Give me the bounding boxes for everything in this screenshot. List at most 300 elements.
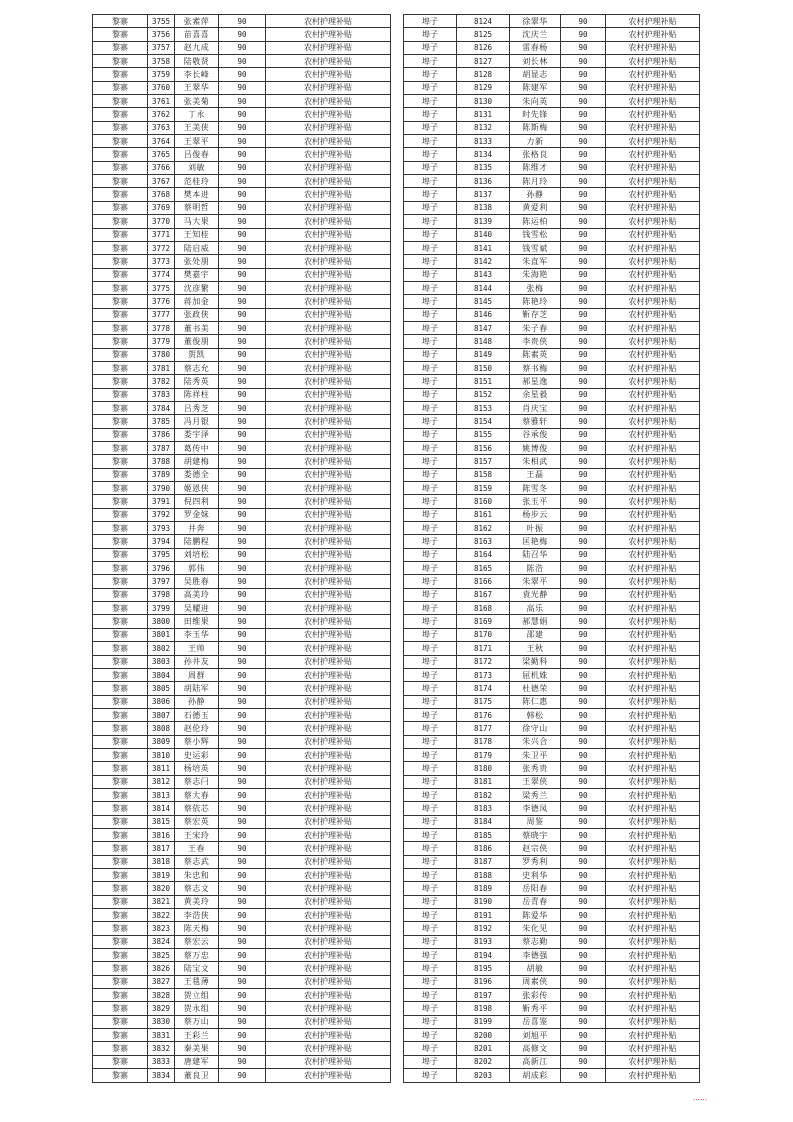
serial-number-cell: 3793 xyxy=(148,522,175,535)
amount-cell: 90 xyxy=(561,628,606,641)
serial-number-cell: 8174 xyxy=(457,682,510,695)
amount-cell: 90 xyxy=(561,201,606,214)
village-cell: 埠子 xyxy=(404,95,457,108)
village-cell: 埠子 xyxy=(404,308,457,321)
name-cell: 陈建军 xyxy=(510,81,561,94)
table-row xyxy=(404,842,700,855)
amount-cell: 90 xyxy=(561,108,606,121)
village-cell: 埠子 xyxy=(404,228,457,241)
amount-cell: 90 xyxy=(219,815,266,828)
table-row xyxy=(404,922,700,935)
table-row xyxy=(93,628,391,641)
amount-cell: 90 xyxy=(561,535,606,548)
amount-cell: 90 xyxy=(561,508,606,521)
village-cell: 埠子 xyxy=(404,41,457,54)
table-row xyxy=(93,1069,391,1082)
serial-number-cell: 8194 xyxy=(457,949,510,962)
table-row xyxy=(404,361,700,374)
village-cell: 黎寨 xyxy=(93,668,148,681)
name-cell: 蔡志武 xyxy=(175,855,219,868)
subsidy-type-cell: 农村护理补贴 xyxy=(606,482,700,495)
left-table-body xyxy=(93,15,391,1083)
amount-cell: 90 xyxy=(219,308,266,321)
subsidy-type-cell: 农村护理补贴 xyxy=(606,802,700,815)
serial-number-cell: 3758 xyxy=(148,55,175,68)
subsidy-type-cell: 农村护理补贴 xyxy=(606,415,700,428)
table-row xyxy=(93,882,391,895)
amount-cell: 90 xyxy=(219,148,266,161)
subsidy-type-cell: 农村护理补贴 xyxy=(266,175,391,188)
amount-cell: 90 xyxy=(219,842,266,855)
amount-cell: 90 xyxy=(219,215,266,228)
name-cell: 丁永 xyxy=(175,108,219,121)
name-cell: 唐建军 xyxy=(175,1055,219,1068)
table-row xyxy=(93,922,391,935)
amount-cell: 90 xyxy=(219,788,266,801)
table-row xyxy=(93,1015,391,1028)
serial-number-cell: 8143 xyxy=(457,268,510,281)
subsidy-type-cell: 农村护理补贴 xyxy=(606,935,700,948)
serial-number-cell: 8185 xyxy=(457,828,510,841)
table-row xyxy=(93,348,391,361)
subsidy-type-cell: 农村护理补贴 xyxy=(266,121,391,134)
village-cell: 埠子 xyxy=(404,201,457,214)
table-row xyxy=(404,909,700,922)
table-row xyxy=(93,895,391,908)
name-cell: 沈庆兰 xyxy=(510,28,561,41)
subsidy-type-cell: 农村护理补贴 xyxy=(606,1055,700,1068)
serial-number-cell: 3763 xyxy=(148,121,175,134)
name-cell: 田维果 xyxy=(175,615,219,628)
table-row xyxy=(93,28,391,41)
amount-cell: 90 xyxy=(561,361,606,374)
table-row xyxy=(93,909,391,922)
subsidy-type-cell: 农村护理补贴 xyxy=(266,788,391,801)
table-row xyxy=(404,548,700,561)
watermark: …… xyxy=(693,1094,707,1102)
village-cell: 埠子 xyxy=(404,655,457,668)
serial-number-cell: 3809 xyxy=(148,735,175,748)
amount-cell: 90 xyxy=(561,68,606,81)
amount-cell: 90 xyxy=(219,121,266,134)
village-cell: 埠子 xyxy=(404,215,457,228)
serial-number-cell: 8141 xyxy=(457,241,510,254)
serial-number-cell: 8198 xyxy=(457,1002,510,1015)
amount-cell: 90 xyxy=(219,41,266,54)
amount-cell: 90 xyxy=(219,188,266,201)
village-cell: 埠子 xyxy=(404,401,457,414)
village-cell: 黎寨 xyxy=(93,855,148,868)
amount-cell: 90 xyxy=(561,788,606,801)
subsidy-type-cell: 农村护理补贴 xyxy=(606,602,700,615)
subsidy-type-cell: 农村护理补贴 xyxy=(266,268,391,281)
serial-number-cell: 3812 xyxy=(148,775,175,788)
serial-number-cell: 8196 xyxy=(457,975,510,988)
village-cell: 埠子 xyxy=(404,708,457,721)
subsidy-type-cell: 农村护理补贴 xyxy=(266,588,391,601)
serial-number-cell: 8171 xyxy=(457,642,510,655)
village-cell: 黎寨 xyxy=(93,722,148,735)
amount-cell: 90 xyxy=(219,708,266,721)
amount-cell: 90 xyxy=(561,562,606,575)
table-row xyxy=(93,321,391,334)
name-cell: 范桂玲 xyxy=(175,175,219,188)
name-cell: 朱卫平 xyxy=(510,748,561,761)
village-cell: 黎寨 xyxy=(93,295,148,308)
table-row xyxy=(404,949,700,962)
amount-cell: 90 xyxy=(219,909,266,922)
name-cell: 蔡宏英 xyxy=(175,815,219,828)
amount-cell: 90 xyxy=(219,348,266,361)
table-row xyxy=(93,68,391,81)
serial-number-cell: 8189 xyxy=(457,882,510,895)
subsidy-type-cell: 农村护理补贴 xyxy=(266,295,391,308)
serial-number-cell: 3826 xyxy=(148,962,175,975)
amount-cell: 90 xyxy=(219,335,266,348)
amount-cell: 90 xyxy=(219,735,266,748)
name-cell: 岳阳春 xyxy=(510,882,561,895)
amount-cell: 90 xyxy=(561,909,606,922)
name-cell: 董良卫 xyxy=(175,1069,219,1082)
subsidy-type-cell: 农村护理补贴 xyxy=(266,321,391,334)
name-cell: 蔡志闩 xyxy=(175,775,219,788)
serial-number-cell: 3796 xyxy=(148,562,175,575)
amount-cell: 90 xyxy=(561,41,606,54)
subsidy-type-cell: 农村护理补贴 xyxy=(606,161,700,174)
serial-number-cell: 3820 xyxy=(148,882,175,895)
table-row xyxy=(404,642,700,655)
name-cell: 王毯薄 xyxy=(175,975,219,988)
table-row xyxy=(93,602,391,615)
subsidy-type-cell: 农村护理补贴 xyxy=(266,655,391,668)
name-cell: 靳存芝 xyxy=(510,308,561,321)
name-cell: 罗秀利 xyxy=(510,855,561,868)
table-row xyxy=(404,415,700,428)
name-cell: 陆鹏程 xyxy=(175,535,219,548)
table-row xyxy=(93,468,391,481)
serial-number-cell: 8150 xyxy=(457,361,510,374)
name-cell: 李玉华 xyxy=(175,628,219,641)
name-cell: 刘长林 xyxy=(510,55,561,68)
village-cell: 黎寨 xyxy=(93,81,148,94)
village-cell: 埠子 xyxy=(404,361,457,374)
subsidy-type-cell: 农村护理补贴 xyxy=(606,401,700,414)
name-cell: 姚博俊 xyxy=(510,442,561,455)
village-cell: 黎寨 xyxy=(93,642,148,655)
village-cell: 黎寨 xyxy=(93,161,148,174)
serial-number-cell: 3819 xyxy=(148,869,175,882)
serial-number-cell: 8158 xyxy=(457,468,510,481)
subsidy-type-cell: 农村护理补贴 xyxy=(606,642,700,655)
village-cell: 黎寨 xyxy=(93,148,148,161)
name-cell: 陆宝文 xyxy=(175,962,219,975)
village-cell: 埠子 xyxy=(404,522,457,535)
subsidy-type-cell: 农村护理补贴 xyxy=(606,869,700,882)
table-row xyxy=(93,748,391,761)
subsidy-type-cell: 农村护理补贴 xyxy=(266,148,391,161)
amount-cell: 90 xyxy=(561,495,606,508)
amount-cell: 90 xyxy=(219,201,266,214)
name-cell: 吴耀进 xyxy=(175,602,219,615)
name-cell: 高乐 xyxy=(510,602,561,615)
village-cell: 埠子 xyxy=(404,535,457,548)
serial-number-cell: 3831 xyxy=(148,1029,175,1042)
serial-number-cell: 8178 xyxy=(457,735,510,748)
serial-number-cell: 3789 xyxy=(148,468,175,481)
village-cell: 埠子 xyxy=(404,815,457,828)
name-cell: 雷春杨 xyxy=(510,41,561,54)
subsidy-type-cell: 农村护理补贴 xyxy=(266,882,391,895)
amount-cell: 90 xyxy=(219,28,266,41)
subsidy-type-cell: 农村护理补贴 xyxy=(266,548,391,561)
table-row xyxy=(404,855,700,868)
amount-cell: 90 xyxy=(219,615,266,628)
table-row xyxy=(404,161,700,174)
serial-number-cell: 8132 xyxy=(457,121,510,134)
table-row xyxy=(404,255,700,268)
serial-number-cell: 3766 xyxy=(148,161,175,174)
amount-cell: 90 xyxy=(561,455,606,468)
amount-cell: 90 xyxy=(219,241,266,254)
name-cell: 陈艳玲 xyxy=(510,295,561,308)
serial-number-cell: 8202 xyxy=(457,1055,510,1068)
serial-number-cell: 3756 xyxy=(148,28,175,41)
amount-cell: 90 xyxy=(561,922,606,935)
table-row xyxy=(93,1042,391,1055)
serial-number-cell: 8195 xyxy=(457,962,510,975)
subsidy-type-cell: 农村护理补贴 xyxy=(266,989,391,1002)
subsidy-type-cell: 农村护理补贴 xyxy=(606,375,700,388)
table-row xyxy=(404,281,700,294)
village-cell: 黎寨 xyxy=(93,1002,148,1015)
name-cell: 黄爱利 xyxy=(510,201,561,214)
table-row xyxy=(404,962,700,975)
subsidy-type-cell: 农村护理补贴 xyxy=(606,1002,700,1015)
name-cell: 贺永组 xyxy=(175,1002,219,1015)
name-cell: 高新江 xyxy=(510,1055,561,1068)
serial-number-cell: 8176 xyxy=(457,708,510,721)
village-cell: 黎寨 xyxy=(93,869,148,882)
village-cell: 黎寨 xyxy=(93,308,148,321)
amount-cell: 90 xyxy=(561,615,606,628)
serial-number-cell: 8124 xyxy=(457,15,510,28)
table-row xyxy=(93,375,391,388)
table-row xyxy=(93,41,391,54)
village-cell: 黎寨 xyxy=(93,748,148,761)
table-row xyxy=(404,68,700,81)
serial-number-cell: 3833 xyxy=(148,1055,175,1068)
amount-cell: 90 xyxy=(219,321,266,334)
serial-number-cell: 3824 xyxy=(148,935,175,948)
village-cell: 黎寨 xyxy=(93,388,148,401)
amount-cell: 90 xyxy=(561,281,606,294)
table-row xyxy=(93,281,391,294)
table-row xyxy=(404,522,700,535)
amount-cell: 90 xyxy=(561,1069,606,1082)
subsidy-type-cell: 农村护理补贴 xyxy=(266,28,391,41)
amount-cell: 90 xyxy=(561,188,606,201)
serial-number-cell: 3787 xyxy=(148,442,175,455)
serial-number-cell: 8181 xyxy=(457,775,510,788)
table-row xyxy=(404,81,700,94)
village-cell: 埠子 xyxy=(404,628,457,641)
name-cell: 胡陆军 xyxy=(175,682,219,695)
village-cell: 埠子 xyxy=(404,15,457,28)
table-row xyxy=(93,815,391,828)
amount-cell: 90 xyxy=(561,415,606,428)
subsidy-type-cell: 农村护理补贴 xyxy=(606,428,700,441)
table-row xyxy=(93,255,391,268)
subsidy-type-cell: 农村护理补贴 xyxy=(266,508,391,521)
amount-cell: 90 xyxy=(561,602,606,615)
table-row xyxy=(93,668,391,681)
subsidy-type-cell: 农村护理补贴 xyxy=(606,682,700,695)
amount-cell: 90 xyxy=(219,695,266,708)
name-cell: 董俊朋 xyxy=(175,335,219,348)
amount-cell: 90 xyxy=(561,335,606,348)
serial-number-cell: 8179 xyxy=(457,748,510,761)
village-cell: 埠子 xyxy=(404,68,457,81)
table-row xyxy=(93,949,391,962)
serial-number-cell: 3757 xyxy=(148,41,175,54)
subsidy-type-cell: 农村护理补贴 xyxy=(266,1042,391,1055)
serial-number-cell: 3798 xyxy=(148,588,175,601)
table-row xyxy=(404,175,700,188)
subsidy-type-cell: 农村护理补贴 xyxy=(606,15,700,28)
subsidy-type-cell: 农村护理补贴 xyxy=(606,1029,700,1042)
serial-number-cell: 3782 xyxy=(148,375,175,388)
table-row xyxy=(93,428,391,441)
subsidy-type-cell: 农村护理补贴 xyxy=(606,28,700,41)
serial-number-cell: 3783 xyxy=(148,388,175,401)
name-cell: 王春 xyxy=(175,842,219,855)
table-row xyxy=(404,15,700,28)
table-row xyxy=(404,882,700,895)
village-cell: 埠子 xyxy=(404,909,457,922)
amount-cell: 90 xyxy=(561,762,606,775)
serial-number-cell: 3755 xyxy=(148,15,175,28)
name-cell: 张格良 xyxy=(510,148,561,161)
serial-number-cell: 8148 xyxy=(457,335,510,348)
village-cell: 埠子 xyxy=(404,842,457,855)
table-row xyxy=(93,935,391,948)
table-row xyxy=(93,361,391,374)
table-row xyxy=(404,535,700,548)
name-cell: 蔡志勤 xyxy=(510,935,561,948)
subsidy-type-cell: 农村护理补贴 xyxy=(606,41,700,54)
subsidy-type-cell: 农村护理补贴 xyxy=(266,442,391,455)
village-cell: 埠子 xyxy=(404,148,457,161)
serial-number-cell: 8166 xyxy=(457,575,510,588)
village-cell: 埠子 xyxy=(404,562,457,575)
subsidy-type-cell: 农村护理补贴 xyxy=(266,722,391,735)
table-row xyxy=(404,1055,700,1068)
subsidy-type-cell: 农村护理补贴 xyxy=(266,388,391,401)
table-row xyxy=(93,241,391,254)
village-cell: 埠子 xyxy=(404,321,457,334)
village-cell: 黎寨 xyxy=(93,268,148,281)
village-cell: 埠子 xyxy=(404,135,457,148)
village-cell: 埠子 xyxy=(404,855,457,868)
serial-number-cell: 3803 xyxy=(148,655,175,668)
serial-number-cell: 8164 xyxy=(457,548,510,561)
subsidy-type-cell: 农村护理补贴 xyxy=(266,708,391,721)
name-cell: 吕俊春 xyxy=(175,148,219,161)
village-cell: 埠子 xyxy=(404,81,457,94)
name-cell: 胡成彩 xyxy=(510,1069,561,1082)
serial-number-cell: 8203 xyxy=(457,1069,510,1082)
serial-number-cell: 8175 xyxy=(457,695,510,708)
table-row xyxy=(404,588,700,601)
table-row xyxy=(404,121,700,134)
serial-number-cell: 8193 xyxy=(457,935,510,948)
name-cell: 蒋加金 xyxy=(175,295,219,308)
table-row xyxy=(93,455,391,468)
subsidy-type-cell: 农村护理补贴 xyxy=(606,308,700,321)
subsidy-type-cell: 农村护理补贴 xyxy=(266,201,391,214)
amount-cell: 90 xyxy=(219,962,266,975)
table-row xyxy=(93,268,391,281)
name-cell: 朱化见 xyxy=(510,922,561,935)
subsidy-type-cell: 农村护理补贴 xyxy=(266,188,391,201)
village-cell: 埠子 xyxy=(404,428,457,441)
name-cell: 王美侠 xyxy=(175,121,219,134)
village-cell: 黎寨 xyxy=(93,762,148,775)
name-cell: 李浩侠 xyxy=(175,909,219,922)
serial-number-cell: 3801 xyxy=(148,628,175,641)
serial-number-cell: 8188 xyxy=(457,869,510,882)
serial-number-cell: 8156 xyxy=(457,442,510,455)
name-cell: 陈爱华 xyxy=(510,909,561,922)
village-cell: 黎寨 xyxy=(93,28,148,41)
village-cell: 黎寨 xyxy=(93,241,148,254)
serial-number-cell: 8154 xyxy=(457,415,510,428)
village-cell: 埠子 xyxy=(404,802,457,815)
amount-cell: 90 xyxy=(219,869,266,882)
serial-number-cell: 3799 xyxy=(148,602,175,615)
serial-number-cell: 8192 xyxy=(457,922,510,935)
name-cell: 孙静 xyxy=(510,188,561,201)
village-cell: 埠子 xyxy=(404,1015,457,1028)
village-cell: 黎寨 xyxy=(93,1015,148,1028)
table-row xyxy=(93,775,391,788)
subsidy-type-cell: 农村护理补贴 xyxy=(266,602,391,615)
subsidy-type-cell: 农村护理补贴 xyxy=(606,655,700,668)
subsidy-type-cell: 农村护理补贴 xyxy=(266,949,391,962)
table-row xyxy=(404,308,700,321)
name-cell: 张政侠 xyxy=(175,308,219,321)
subsidy-type-cell: 农村护理补贴 xyxy=(266,335,391,348)
table-row xyxy=(404,735,700,748)
village-cell: 黎寨 xyxy=(93,775,148,788)
serial-number-cell: 3777 xyxy=(148,308,175,321)
amount-cell: 90 xyxy=(219,175,266,188)
amount-cell: 90 xyxy=(219,15,266,28)
name-cell: 李贵侠 xyxy=(510,335,561,348)
village-cell: 黎寨 xyxy=(93,15,148,28)
name-cell: 王翠侠 xyxy=(510,775,561,788)
table-row xyxy=(404,562,700,575)
subsidy-type-cell: 农村护理补贴 xyxy=(606,108,700,121)
serial-number-cell: 8197 xyxy=(457,989,510,1002)
amount-cell: 90 xyxy=(219,1042,266,1055)
name-cell: 钱雪松 xyxy=(510,228,561,241)
village-cell: 埠子 xyxy=(404,161,457,174)
name-cell: 蔡晓宇 xyxy=(510,828,561,841)
village-cell: 黎寨 xyxy=(93,508,148,521)
village-cell: 埠子 xyxy=(404,508,457,521)
serial-number-cell: 3823 xyxy=(148,922,175,935)
